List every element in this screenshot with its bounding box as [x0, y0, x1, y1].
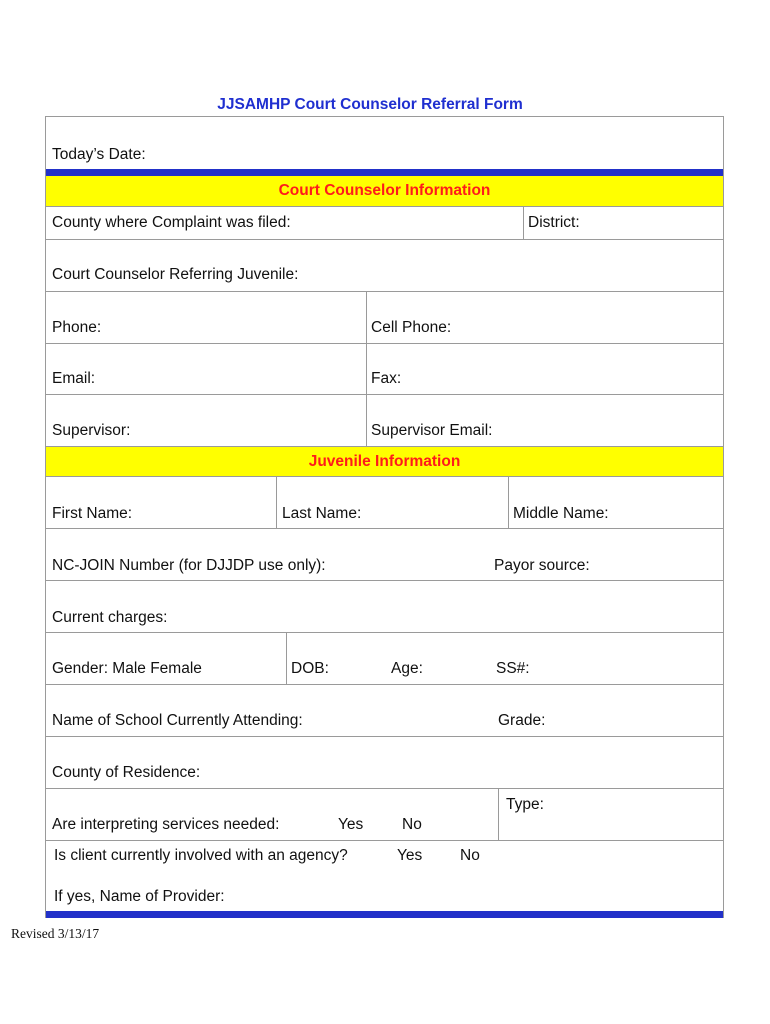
county-residence-field[interactable]: County of Residence: — [52, 764, 201, 781]
interpreting-yes-option[interactable]: Yes — [338, 816, 364, 833]
juvenile-section-header — [46, 446, 723, 477]
type-field[interactable]: Type: — [506, 796, 544, 813]
grade-field[interactable]: Grade: — [498, 712, 546, 729]
age-field[interactable]: Age: — [391, 660, 423, 677]
agency-question: Is client currently involved with an agency? — [54, 847, 348, 864]
interpreting-question: Are interpreting services needed: — [52, 816, 280, 833]
column-divider — [508, 477, 509, 529]
agency-no-option[interactable]: No — [460, 847, 480, 864]
agency-yes-option[interactable]: Yes — [397, 847, 423, 864]
divider-bar — [46, 169, 723, 176]
revision-note: Revised 3/13/17 — [11, 926, 100, 941]
fax-field[interactable]: Fax: — [371, 370, 402, 387]
column-divider — [286, 633, 287, 685]
dob-field[interactable]: DOB: — [291, 660, 329, 677]
court-counselor-section-title: Court Counselor Information — [278, 182, 491, 199]
cell-phone-field[interactable]: Cell Phone: — [371, 319, 452, 336]
email-field[interactable]: Email: — [52, 370, 96, 387]
gender-field[interactable]: Gender: Male Female — [52, 660, 202, 677]
provider-field[interactable]: If yes, Name of Provider: — [54, 888, 225, 905]
referring-counselor-field[interactable]: Court Counselor Referring Juvenile: — [52, 266, 299, 283]
names-row — [46, 477, 723, 529]
column-divider — [276, 477, 277, 529]
school-field[interactable]: Name of School Currently Attending: — [52, 712, 303, 729]
form-title: JJSAMHP Court Counselor Referral Form — [217, 96, 523, 113]
payor-source-field[interactable]: Payor source: — [494, 557, 590, 574]
todays-date-label: Today’s Date: — [52, 146, 146, 163]
district-field[interactable]: District: — [528, 214, 580, 231]
ss-field[interactable]: SS#: — [496, 660, 530, 677]
supervisor-email-field[interactable]: Supervisor Email: — [371, 422, 493, 439]
phone-field[interactable]: Phone: — [52, 319, 102, 336]
first-name-field[interactable]: First Name: — [52, 505, 133, 522]
column-divider — [523, 207, 524, 240]
court-counselor-section-header — [46, 176, 723, 207]
last-name-field[interactable]: Last Name: — [282, 505, 362, 522]
column-divider — [498, 789, 499, 841]
nc-join-field[interactable]: NC-JOIN Number (for DJJDP use only): — [52, 557, 326, 574]
bottom-divider-bar — [46, 911, 723, 918]
middle-name-field[interactable]: Middle Name: — [513, 505, 609, 522]
current-charges-field[interactable]: Current charges: — [52, 609, 168, 626]
juvenile-section-title: Juvenile Information — [308, 453, 461, 470]
county-complaint-field[interactable]: County where Complaint was filed: — [52, 214, 291, 231]
interpreting-no-option[interactable]: No — [402, 816, 422, 833]
supervisor-field[interactable]: Supervisor: — [52, 422, 131, 439]
referral-form — [45, 116, 724, 918]
